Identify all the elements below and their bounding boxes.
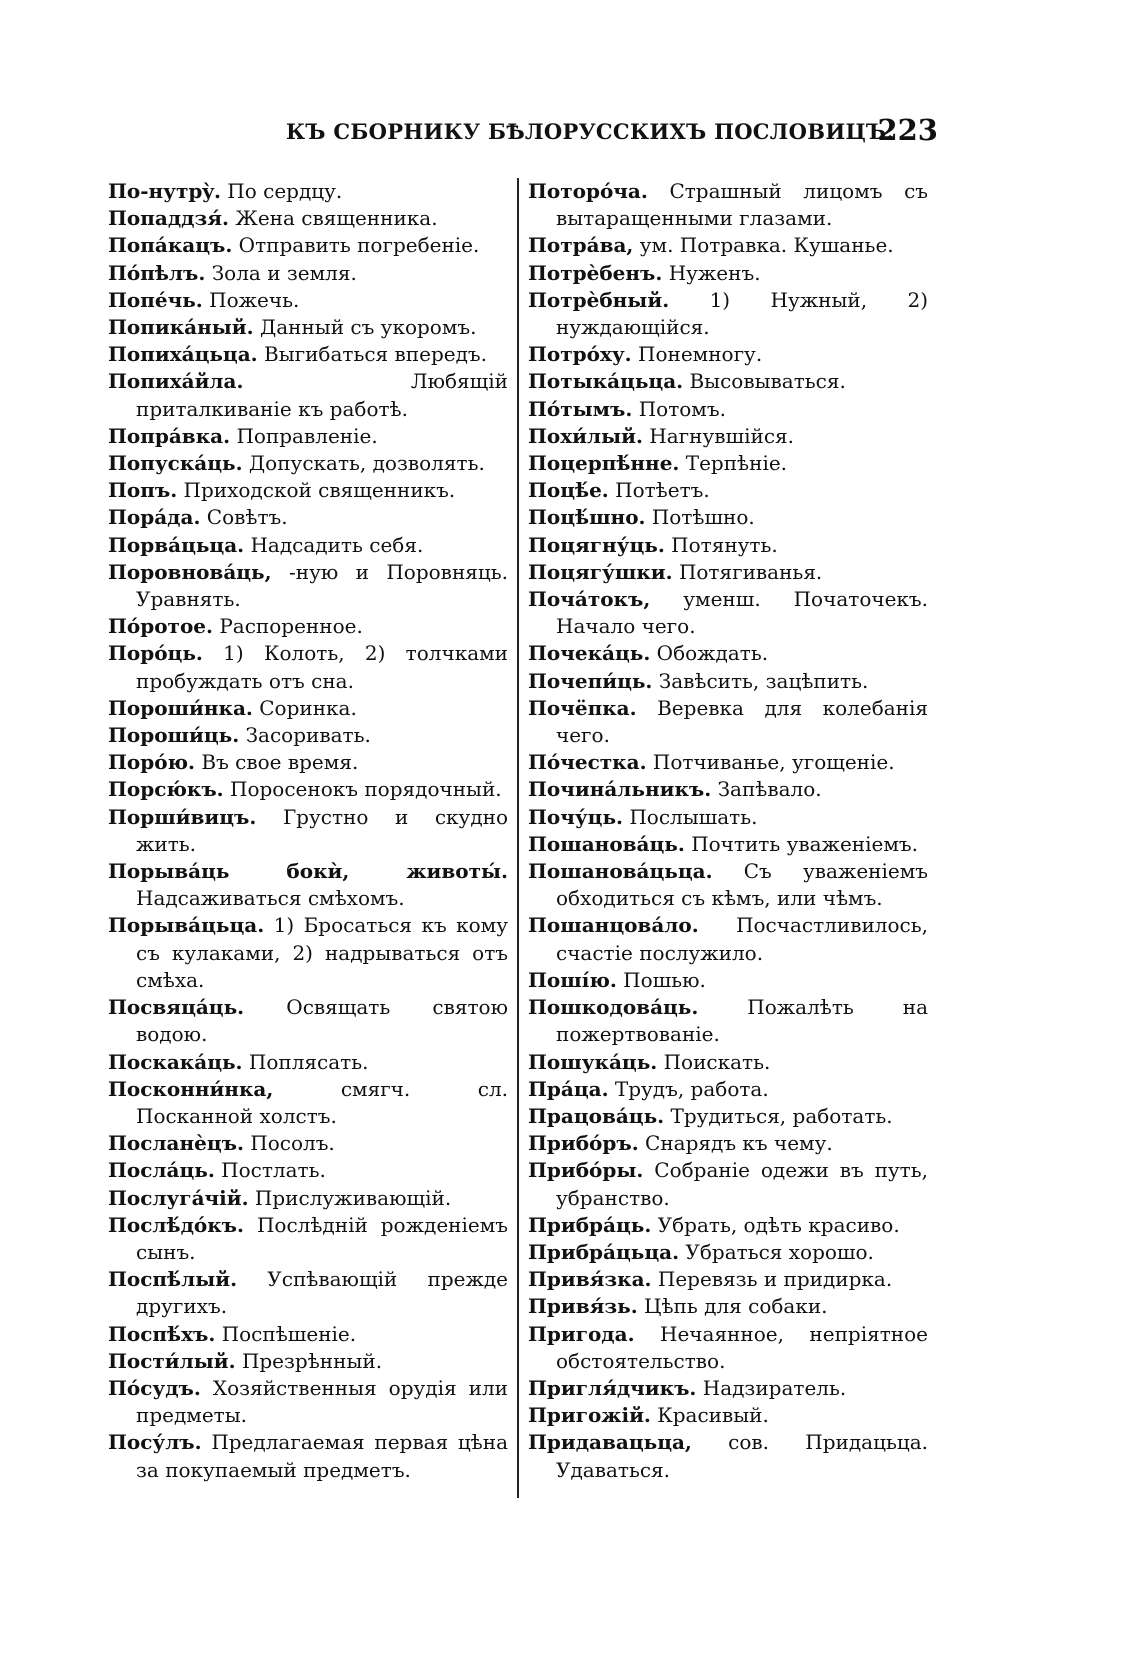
- entry-definition: Нагнувшійся.: [649, 423, 794, 448]
- dictionary-entry: [108, 1375, 508, 1429]
- entry-definition: Посчастливилось, счастіе послужило.: [556, 913, 928, 965]
- page-header: [108, 115, 938, 155]
- dictionary-entry: [528, 1103, 928, 1130]
- dictionary-entry: [528, 532, 928, 559]
- entry-headword: Попа́кацъ.: [108, 233, 233, 258]
- entry-headword: Попика́ный.: [108, 315, 254, 340]
- dictionary-entry: [108, 695, 508, 722]
- entry-headword: Посланѐцъ.: [108, 1131, 244, 1156]
- dictionary-entry: [108, 749, 508, 776]
- entry-headword: По-нутрỳ.: [108, 179, 221, 203]
- right-column: [528, 178, 928, 1484]
- entry-headword: Потро́ху.: [528, 342, 632, 367]
- dictionary-entry: [528, 396, 928, 423]
- entry-headword: Поші́ю.: [528, 967, 617, 992]
- entry-headword: По́судъ.: [108, 1375, 201, 1400]
- entry-definition: Потягиванья.: [678, 559, 823, 584]
- entry-definition: Завѣсить, зацѣпить.: [658, 668, 869, 693]
- entry-definition: 1) Бросаться къ кому съ кулаками, 2) надрываться отъ смѣха.: [136, 913, 508, 992]
- entry-headword: Поро́ю.: [108, 750, 196, 775]
- dictionary-entry: [108, 504, 508, 531]
- entry-headword: Поцягну́ць.: [528, 532, 665, 557]
- dictionary-entry: [108, 1321, 508, 1348]
- dictionary-entry: [108, 178, 508, 205]
- entry-definition: Послѣдній рожденіемъ сынъ.: [136, 1212, 508, 1264]
- dictionary-entry: [528, 1212, 928, 1239]
- entry-headword: Поцѣ́е.: [528, 478, 609, 503]
- entry-definition: 1) Нужный, 2) нуждающійся.: [556, 287, 929, 340]
- entry-headword: Похи́лый.: [528, 423, 643, 448]
- entry-definition: Собраніе одежи въ путь, убранство.: [556, 1158, 928, 1210]
- entry-headword: Пра́ца.: [528, 1076, 609, 1101]
- entry-definition: Запѣвало.: [717, 777, 822, 802]
- entry-definition: 1) Колоть, 2) толчками пробуждать отъ сна.: [136, 641, 509, 693]
- entry-definition: Надсадить себя.: [250, 532, 424, 557]
- entry-definition: Предлагаемая первая цѣна за покупаемый предметъ.: [136, 1430, 508, 1482]
- entry-headword: Порсю́къ.: [108, 777, 224, 802]
- entry-definition: Поросенокъ порядочный.: [230, 777, 502, 802]
- dictionary-entry: [528, 1321, 928, 1375]
- entry-definition: Поискать.: [663, 1049, 771, 1074]
- entry-definition: Пожалѣть на пожертвованіе.: [556, 995, 928, 1047]
- dictionary-entry: [528, 423, 928, 450]
- entry-headword: Пороши́нка.: [108, 695, 253, 720]
- entry-definition: Надзиратель.: [702, 1375, 847, 1400]
- entry-headword: Послѣ́дóкъ.: [108, 1212, 244, 1237]
- entry-headword: Потрѐбный.: [528, 287, 670, 312]
- dictionary-entry: [108, 1348, 508, 1375]
- entry-headword: Пошанова́цьца.: [528, 859, 713, 884]
- dictionary-entry: [528, 967, 928, 994]
- entry-definition: Нечаянное, непріятное обстоятельство.: [556, 1321, 928, 1373]
- dictionary-entry: [528, 368, 928, 395]
- dictionary-entry: [108, 314, 508, 341]
- entry-headword: Попаддзя́.: [108, 206, 229, 231]
- dictionary-entry: [528, 178, 928, 232]
- left-column: [108, 178, 508, 1484]
- dictionary-entry: [108, 1049, 508, 1076]
- entry-definition: Жена священника.: [235, 206, 438, 231]
- entry-headword: Почека́ць.: [528, 641, 651, 666]
- dictionary-entry: [108, 532, 508, 559]
- entry-definition: Трудиться, работать.: [670, 1103, 893, 1128]
- entry-headword: Прибо́ры.: [528, 1158, 644, 1183]
- entry-definition: -ную и Поровняць. Уравнять.: [136, 559, 508, 612]
- dictionary-entry: [108, 423, 508, 450]
- entry-definition: Трудъ, работа.: [614, 1076, 769, 1101]
- entry-headword: Пошкодова́ць.: [528, 995, 699, 1020]
- entry-definition: Потѣетъ.: [615, 478, 710, 503]
- entry-definition: Нуженъ.: [668, 260, 761, 285]
- entry-headword: Порва́цьца.: [108, 532, 245, 557]
- entry-definition: Грустно и скудно жить.: [136, 804, 509, 856]
- dictionary-entry: [528, 559, 928, 586]
- dictionary-entry: [108, 722, 508, 749]
- entry-headword: Попъ.: [108, 478, 178, 503]
- entry-definition: Соринка.: [259, 695, 357, 720]
- dictionary-entry: [528, 287, 928, 341]
- entry-headword: Потра́ва,: [528, 233, 634, 258]
- entry-headword: Порыва́цьца.: [108, 913, 265, 938]
- entry-headword: Почепи́ць.: [528, 668, 653, 693]
- entry-definition: Поплясать.: [248, 1049, 369, 1074]
- entry-definition: Постлать.: [221, 1158, 326, 1183]
- entry-definition: Снарядъ къ чему.: [645, 1131, 833, 1156]
- dictionary-entry: [108, 232, 508, 259]
- entry-headword: Прибра́цьца.: [528, 1239, 680, 1264]
- entry-headword: Поспѣ́лый.: [108, 1267, 238, 1292]
- dictionary-entry: [108, 994, 508, 1048]
- dictionary-entry: [528, 260, 928, 287]
- dictionary-entry: [108, 1266, 508, 1320]
- entry-definition: Потѣшно.: [651, 505, 755, 530]
- entry-headword: Потрѐбенъ.: [528, 260, 663, 285]
- dictionary-entry: [108, 804, 508, 858]
- entry-headword: Пошанцова́ло.: [528, 913, 699, 938]
- dictionary-entry: [528, 640, 928, 667]
- entry-headword: Посу́лъ.: [108, 1430, 202, 1455]
- dictionary-entry: [108, 1212, 508, 1266]
- dictionary-entry: [108, 1185, 508, 1212]
- dictionary-entry: [108, 1157, 508, 1184]
- dictionary-entry: [528, 1429, 928, 1483]
- column-divider: [517, 178, 519, 1498]
- entry-definition: Перевязь и придирка.: [657, 1267, 893, 1292]
- dictionary-entry: [108, 260, 508, 287]
- dictionary-entry: [528, 858, 928, 912]
- entry-definition: Обождать.: [656, 641, 769, 666]
- entry-definition: Отправить погребеніе.: [238, 233, 480, 258]
- entry-definition: Потянуть.: [671, 532, 778, 557]
- entry-headword: Поторо́ча.: [528, 179, 648, 203]
- dictionary-entry: [528, 1049, 928, 1076]
- dictionary-entry: [528, 695, 928, 749]
- dictionary-entry: [108, 858, 508, 912]
- entry-definition: сов. Придацьца. Удаваться.: [556, 1430, 928, 1482]
- entry-headword: Поцягу́шки.: [528, 559, 673, 584]
- dictionary-entry: [108, 1130, 508, 1157]
- dictionary-entry: [528, 586, 928, 640]
- entry-definition: Убрать, одѣть красиво.: [657, 1212, 900, 1237]
- entry-headword: Привя́зка.: [528, 1267, 652, 1292]
- entry-definition: Терпѣніе.: [685, 451, 788, 476]
- entry-definition: ум. Потравка. Кушанье.: [639, 233, 894, 258]
- entry-definition: Хозяйственныя орудія или предметы.: [136, 1375, 509, 1428]
- dictionary-entry: [528, 1239, 928, 1266]
- dictionary-entry: [108, 613, 508, 640]
- dictionary-entry: [528, 831, 928, 858]
- entry-headword: Поча́токъ,: [528, 587, 651, 612]
- entry-headword: Почёпка.: [528, 695, 637, 720]
- entry-headword: Посконни́нка,: [108, 1076, 274, 1101]
- entry-headword: Почина́льникъ.: [528, 777, 712, 802]
- entry-headword: Поро́ць.: [108, 641, 203, 666]
- entry-headword: Пригода.: [528, 1321, 635, 1346]
- entry-definition: Страшный лицомъ съ вытаращенными глазами.: [556, 179, 929, 231]
- dictionary-entry: [108, 1429, 508, 1483]
- entry-definition: Успѣвающій прежде другихъ.: [136, 1267, 508, 1319]
- entry-definition: Поправленіе.: [236, 423, 378, 448]
- entry-headword: Пошанова́ць.: [528, 831, 685, 856]
- entry-definition: Потомъ.: [638, 396, 726, 421]
- entry-headword: Пригля́дчикъ.: [528, 1375, 697, 1400]
- dictionary-entry: [108, 477, 508, 504]
- entry-headword: Привя́зь.: [528, 1294, 638, 1319]
- dictionary-entry: [528, 504, 928, 531]
- dictionary-entry: [108, 205, 508, 232]
- dictionary-entry: [528, 1293, 928, 1320]
- entry-definition: Прислуживающій.: [254, 1185, 452, 1210]
- entry-definition: Любящій приталкиваніе къ работѣ.: [136, 369, 508, 421]
- entry-definition: Посолъ.: [250, 1131, 335, 1156]
- entry-headword: Поцѣ́шно.: [528, 505, 646, 530]
- entry-headword: По́ротое.: [108, 614, 213, 639]
- entry-definition: Послышать.: [629, 804, 758, 829]
- entry-definition: Презрѣнный.: [241, 1348, 383, 1373]
- dictionary-entry: [528, 1157, 928, 1211]
- entry-headword: Попиха́йла.: [108, 369, 244, 394]
- entry-headword: Пости́лый.: [108, 1348, 236, 1373]
- entry-headword: Прибра́ць.: [528, 1212, 652, 1237]
- entry-definition: Поспѣшеніе.: [221, 1321, 357, 1346]
- entry-definition: Почтить уваженіемъ.: [691, 831, 918, 856]
- entry-headword: Попра́вка.: [108, 423, 231, 448]
- entry-headword: Прибо́ръ.: [528, 1131, 639, 1156]
- entry-definition: Данный съ укоромъ.: [259, 315, 477, 340]
- entry-definition: Потчиванье, угощеніе.: [652, 750, 895, 775]
- entry-definition: Цѣпь для собаки.: [644, 1294, 828, 1319]
- entry-definition: Надсаживаться смѣхомъ.: [136, 886, 405, 911]
- entry-definition: Понемногу.: [638, 342, 763, 367]
- entry-headword: Працова́ць.: [528, 1103, 665, 1128]
- entry-headword: Потыка́цьца.: [528, 369, 684, 394]
- dictionary-entry: [108, 450, 508, 477]
- entry-headword: Пороши́ць.: [108, 723, 240, 748]
- entry-headword: По́пѣлъ.: [108, 260, 206, 285]
- entry-definition: Убраться хорошо.: [685, 1239, 874, 1264]
- dictionary-entry: [528, 668, 928, 695]
- two-column-body: [108, 178, 938, 1518]
- dictionary-entry: [528, 477, 928, 504]
- dictionary-entry: [528, 912, 928, 966]
- dictionary-entry: [528, 1375, 928, 1402]
- entry-definition: Распоренное.: [219, 614, 363, 639]
- dictionary-entry: [528, 1076, 928, 1103]
- dictionary-entry: [528, 341, 928, 368]
- entry-definition: Пожечь.: [209, 287, 300, 312]
- entry-definition: Въ свое время.: [201, 750, 359, 775]
- entry-headword: Попе́чь.: [108, 287, 203, 312]
- entry-headword: Почу́ць.: [528, 804, 623, 829]
- entry-definition: Совѣтъ.: [206, 505, 288, 530]
- dictionary-entry: [528, 450, 928, 477]
- dictionary-entry: [528, 1402, 928, 1429]
- entry-definition: Зола и земля.: [211, 260, 357, 285]
- entry-headword: Пригожій.: [528, 1403, 651, 1428]
- entry-headword: Пошука́ць.: [528, 1049, 658, 1074]
- dictionary-entry: [108, 640, 508, 694]
- entry-headword: По́тымъ.: [528, 396, 633, 421]
- entry-headword: Пора́да.: [108, 505, 201, 530]
- dictionary-entry: [528, 1130, 928, 1157]
- running-head: КЪ СБОРНИКУ БѢЛОРУССКИХЪ ПОСЛОВИЦЪ.: [286, 119, 895, 144]
- dictionary-entry: [528, 804, 928, 831]
- entry-headword: Попиха́цьца.: [108, 342, 258, 367]
- entry-definition: Красивый.: [657, 1403, 769, 1428]
- entry-headword: Придавацьца,: [528, 1430, 692, 1455]
- entry-definition: уменш. Початочекъ. Начало чего.: [556, 587, 928, 639]
- entry-definition: Выгибаться впередъ.: [264, 342, 487, 367]
- dictionary-entry: [528, 994, 928, 1048]
- entry-headword: Поцерпѣ́нне.: [528, 451, 680, 476]
- entry-definition: Съ уваженіемъ обходиться съ кѣмъ, или чѣмъ.: [556, 859, 928, 911]
- entry-definition: Высовываться.: [689, 369, 846, 394]
- dictionary-entry: [108, 341, 508, 368]
- entry-headword: Поскака́ць.: [108, 1049, 243, 1074]
- dictionary-entry: [528, 232, 928, 259]
- entry-definition: смягч. сл. Посканной холстъ.: [136, 1076, 508, 1128]
- entry-definition: Приходской священникъ.: [183, 478, 456, 503]
- entry-headword: Порыва́ць бокѝ, животы́.: [108, 859, 508, 884]
- entry-headword: Попуска́ць.: [108, 451, 243, 476]
- entry-definition: Засоривать.: [245, 723, 371, 748]
- dictionary-entry: [108, 1076, 508, 1130]
- entry-definition: Допускать, дозволять.: [248, 451, 485, 476]
- entry-definition: Пошью.: [623, 967, 706, 992]
- dictionary-entry: [108, 776, 508, 803]
- entry-headword: Поспѣ́хъ.: [108, 1321, 216, 1346]
- entry-definition: Освящать святою водою.: [136, 995, 508, 1047]
- dictionary-entry: [108, 368, 508, 422]
- dictionary-entry: [108, 287, 508, 314]
- entry-headword: Порши́вицъ.: [108, 804, 257, 829]
- entry-definition: По сердцу.: [227, 179, 343, 203]
- dictionary-entry: [108, 912, 508, 994]
- page-number: 223: [877, 113, 938, 147]
- entry-headword: Послуга́чій.: [108, 1185, 249, 1210]
- entry-definition: Веревка для колебанія чего.: [556, 695, 928, 748]
- dictionary-entry: [528, 776, 928, 803]
- entry-headword: Поровнова́ць,: [108, 559, 272, 584]
- dictionary-entry: [528, 1266, 928, 1293]
- entry-headword: Посла́ць.: [108, 1158, 215, 1183]
- entry-headword: По́честка.: [528, 750, 647, 775]
- dictionary-entry: [528, 749, 928, 776]
- dictionary-entry: [108, 559, 508, 613]
- entry-headword: Посвяца́ць.: [108, 995, 245, 1020]
